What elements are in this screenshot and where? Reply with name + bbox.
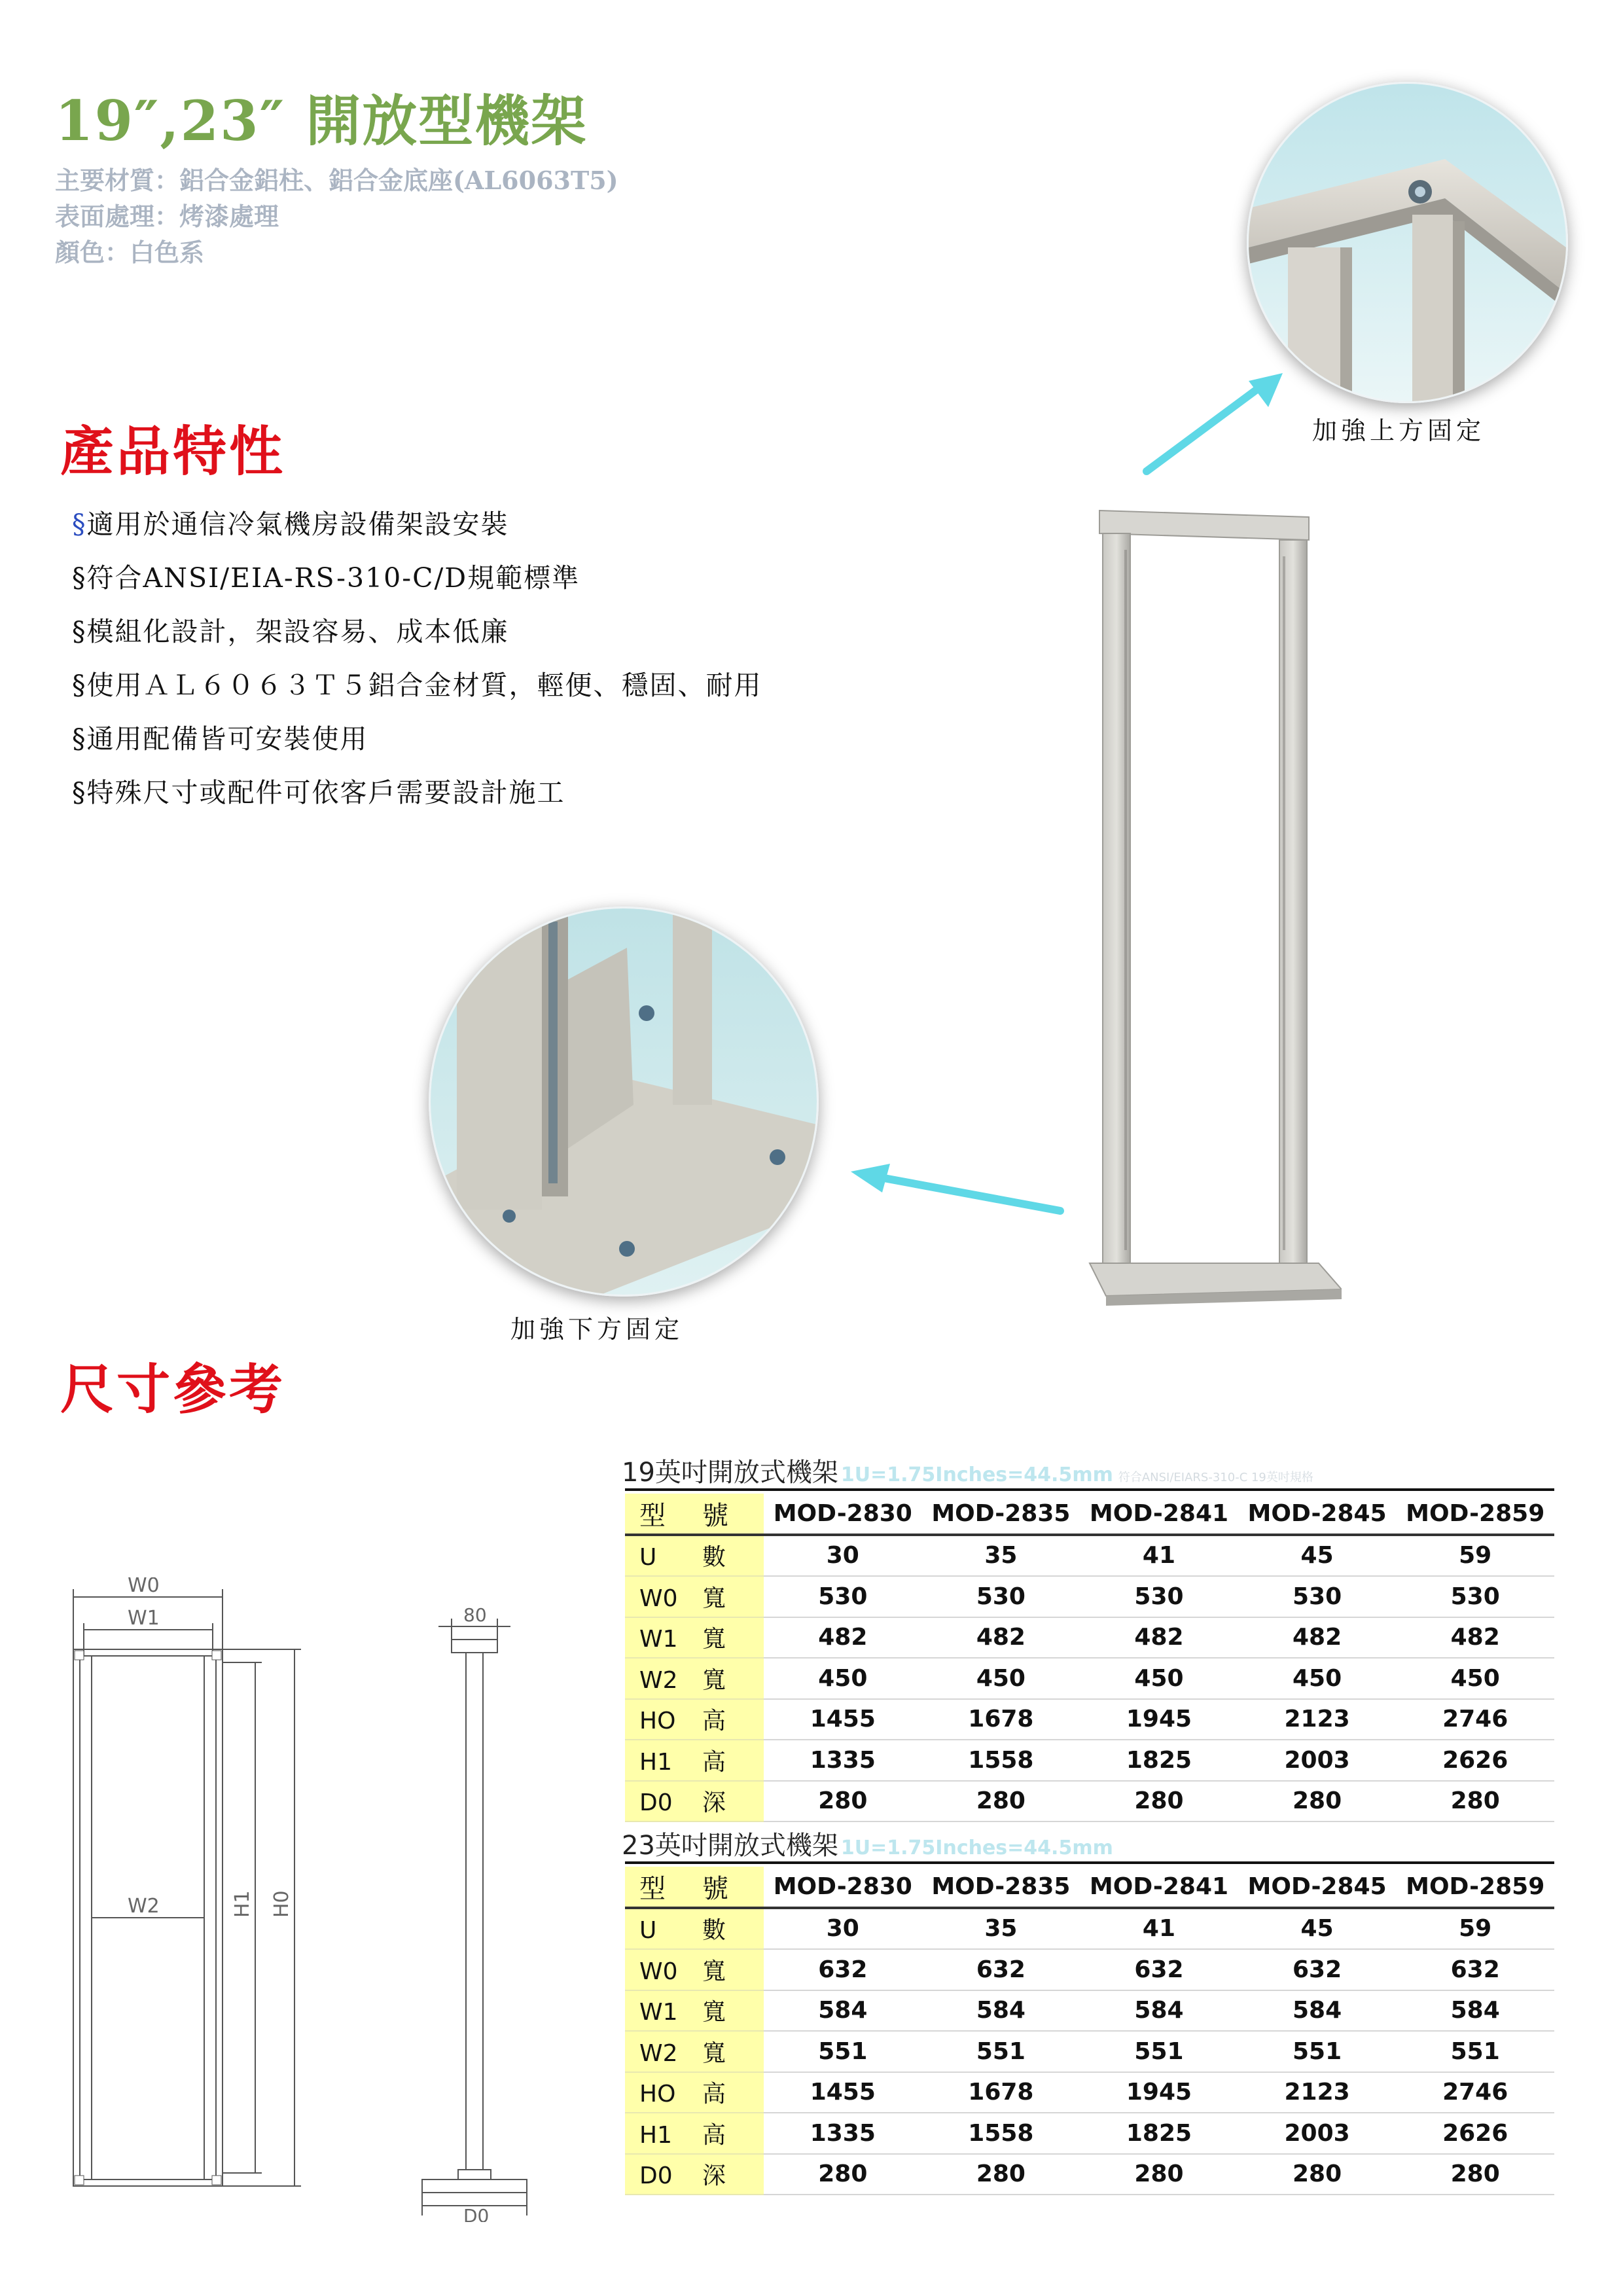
table-cell: 1945 bbox=[1080, 2072, 1238, 2113]
table-row bbox=[625, 2154, 1554, 2195]
section-mark: § bbox=[72, 616, 87, 647]
table-cell: 530 bbox=[764, 1576, 922, 1617]
feature-text: 通用配備皆可安裝使用 bbox=[86, 723, 368, 755]
table-row bbox=[625, 1781, 1554, 1822]
table-row bbox=[625, 1990, 1554, 2032]
table-cell: 2626 bbox=[1396, 2113, 1554, 2154]
front-view-drawing bbox=[65, 1577, 327, 2193]
table-cell: 632 bbox=[1238, 1949, 1397, 1990]
spec-table-19 bbox=[625, 1494, 1554, 1822]
model-header: MOD-2845 bbox=[1238, 1494, 1397, 1535]
table-cell: 450 bbox=[1396, 1658, 1554, 1699]
table-divider bbox=[625, 1488, 1554, 1491]
table-cell: 1945 bbox=[1080, 1699, 1238, 1740]
w0-label: W0 bbox=[128, 1577, 160, 1597]
table-cell: 2626 bbox=[1396, 1740, 1554, 1781]
table-cell: 530 bbox=[1080, 1576, 1238, 1617]
model-header: MOD-2830 bbox=[764, 1494, 922, 1535]
model-header: MOD-2835 bbox=[922, 1867, 1080, 1908]
table-cell: 280 bbox=[1238, 1781, 1397, 1822]
row-label: W1 寬 bbox=[625, 1990, 764, 2032]
row-label: D0 深 bbox=[625, 1781, 764, 1822]
row-label: W2 寬 bbox=[625, 2031, 764, 2072]
table-unit-note: 1U=1.75Inches=44.5mm bbox=[840, 1463, 1113, 1486]
row-label: H1 高 bbox=[625, 2113, 764, 2154]
table-header-row bbox=[625, 1494, 1554, 1535]
row-label: HO 高 bbox=[625, 1699, 764, 1740]
bottom-fixing-caption: 加強下方固定 bbox=[510, 1315, 684, 1344]
row-label: 型 號 bbox=[625, 1494, 764, 1535]
table-row bbox=[625, 1699, 1554, 1740]
table-cell: 584 bbox=[764, 1990, 922, 2032]
model-header: MOD-2841 bbox=[1080, 1494, 1238, 1535]
table-header-row bbox=[625, 1867, 1554, 1908]
table-cell: 2123 bbox=[1238, 2072, 1397, 2113]
table-cell: 41 bbox=[1080, 1535, 1238, 1577]
page-title: 19″,23″ 開放型機架 bbox=[55, 88, 588, 153]
arrow-up-right-icon bbox=[1139, 367, 1289, 478]
table-row bbox=[625, 2113, 1554, 2154]
arrow-left-icon bbox=[844, 1158, 1067, 1224]
table-row bbox=[625, 1908, 1554, 1950]
table-cell: 450 bbox=[922, 1658, 1080, 1699]
surface-spec: 表面處理：烤漆處理 bbox=[55, 202, 279, 231]
table-unit-note: 1U=1.75Inches=44.5mm bbox=[840, 1837, 1113, 1859]
table-cell: 41 bbox=[1080, 1908, 1238, 1950]
table-cell: 45 bbox=[1238, 1908, 1397, 1950]
feature-text: 符合ANSI/EIA-RS-310-C/D規範標準 bbox=[86, 562, 580, 594]
table-cell: 280 bbox=[1396, 1781, 1554, 1822]
table-cell: 551 bbox=[1396, 2031, 1554, 2072]
table-cell: 1335 bbox=[764, 2113, 922, 2154]
row-label: D0 深 bbox=[625, 2154, 764, 2195]
table-cell: 551 bbox=[922, 2031, 1080, 2072]
row-label: W2 寬 bbox=[625, 1658, 764, 1699]
table-cell: 280 bbox=[764, 1781, 922, 1822]
section-mark: § bbox=[72, 723, 87, 755]
table-cell: 1558 bbox=[922, 1740, 1080, 1781]
top-fixing-caption: 加強上方固定 bbox=[1312, 416, 1486, 445]
table-cell: 2746 bbox=[1396, 1699, 1554, 1740]
table-19-title bbox=[622, 1452, 1313, 1489]
feature-item bbox=[72, 719, 762, 772]
feature-item bbox=[72, 504, 762, 558]
table-cell: 551 bbox=[1080, 2031, 1238, 2072]
d0-label: D0 bbox=[463, 2205, 490, 2222]
table-cell: 632 bbox=[1080, 1949, 1238, 1990]
table-cell: 584 bbox=[1080, 1990, 1238, 2032]
feature-item bbox=[72, 665, 762, 719]
table-cell: 30 bbox=[764, 1535, 922, 1577]
feature-item bbox=[72, 772, 762, 826]
table-cell: 1678 bbox=[922, 2072, 1080, 2113]
table-cell: 45 bbox=[1238, 1535, 1397, 1577]
row-label: W0 寬 bbox=[625, 1576, 764, 1617]
table-cell: 482 bbox=[922, 1617, 1080, 1659]
table-cell: 551 bbox=[764, 2031, 922, 2072]
table-cell: 450 bbox=[1080, 1658, 1238, 1699]
feature-item bbox=[72, 611, 762, 665]
table-23-title bbox=[622, 1825, 1113, 1862]
table-cell: 1558 bbox=[922, 2113, 1080, 2154]
feature-text: 特殊尺寸或配件可依客戶需要設計施工 bbox=[86, 777, 565, 808]
table-cell: 2123 bbox=[1238, 1699, 1397, 1740]
model-header: MOD-2830 bbox=[764, 1867, 922, 1908]
rack-illustration bbox=[1086, 504, 1342, 1309]
table-cell: 2003 bbox=[1238, 2113, 1397, 2154]
feature-item bbox=[72, 558, 762, 611]
table-cell: 482 bbox=[1080, 1617, 1238, 1659]
table-title-text: 23英吋開放式機架 bbox=[622, 1831, 838, 1861]
bottom-fixing-photo bbox=[429, 906, 819, 1297]
table-row bbox=[625, 1740, 1554, 1781]
table-cell: 1455 bbox=[764, 1699, 922, 1740]
row-label: W1 寬 bbox=[625, 1617, 764, 1659]
table-cell: 59 bbox=[1396, 1535, 1554, 1577]
table-standard-note: 符合ANSI/EIARS-310-C 19英吋規格 bbox=[1118, 1471, 1313, 1484]
table-title-text: 19英吋開放式機架 bbox=[622, 1458, 838, 1488]
table-cell: 280 bbox=[922, 1781, 1080, 1822]
table-cell: 450 bbox=[764, 1658, 922, 1699]
table-cell: 280 bbox=[764, 2154, 922, 2195]
table-cell: 280 bbox=[922, 2154, 1080, 2195]
table-row bbox=[625, 1535, 1554, 1577]
table-cell: 584 bbox=[1238, 1990, 1397, 2032]
table-cell: 551 bbox=[1238, 2031, 1397, 2072]
table-cell: 530 bbox=[922, 1576, 1080, 1617]
row-label: H1 高 bbox=[625, 1740, 764, 1781]
table-cell: 1825 bbox=[1080, 1740, 1238, 1781]
row-label: U 數 bbox=[625, 1908, 764, 1950]
feature-text: 使用ＡＬ６０６３Ｔ５鋁合金材質，輕便、穩固、耐用 bbox=[86, 670, 762, 701]
table-cell: 632 bbox=[922, 1949, 1080, 1990]
table-cell: 35 bbox=[922, 1535, 1080, 1577]
table-cell: 1335 bbox=[764, 1740, 922, 1781]
features-heading: 產品特性 bbox=[60, 421, 286, 483]
section-mark: § bbox=[72, 670, 87, 701]
row-label: 型 號 bbox=[625, 1867, 764, 1908]
table-cell: 632 bbox=[1396, 1949, 1554, 1990]
table-cell: 530 bbox=[1396, 1576, 1554, 1617]
model-header: MOD-2859 bbox=[1396, 1867, 1554, 1908]
table-cell: 482 bbox=[1396, 1617, 1554, 1659]
table-cell: 280 bbox=[1080, 2154, 1238, 2195]
material-spec: 主要材質：鋁合金鋁柱、鋁合金底座(AL6063T5) bbox=[55, 166, 618, 195]
row-label: U 數 bbox=[625, 1535, 764, 1577]
depth-top-label: 80 bbox=[463, 1604, 487, 1626]
spec-table-23 bbox=[625, 1867, 1554, 2195]
table-cell: 280 bbox=[1396, 2154, 1554, 2195]
h0-label: H0 bbox=[270, 1890, 293, 1918]
w1-label: W1 bbox=[128, 1607, 160, 1630]
feature-list bbox=[72, 504, 762, 826]
table-cell: 30 bbox=[764, 1908, 922, 1950]
feature-text: 適用於通信冷氣機房設備架設安裝 bbox=[86, 509, 509, 540]
table-row bbox=[625, 1658, 1554, 1699]
table-cell: 280 bbox=[1080, 1781, 1238, 1822]
table-row bbox=[625, 1617, 1554, 1659]
table-row bbox=[625, 2031, 1554, 2072]
model-header: MOD-2841 bbox=[1080, 1867, 1238, 1908]
table-cell: 35 bbox=[922, 1908, 1080, 1950]
section-mark: § bbox=[72, 777, 87, 808]
table-row bbox=[625, 1949, 1554, 1990]
table-row bbox=[625, 1576, 1554, 1617]
table-cell: 584 bbox=[1396, 1990, 1554, 2032]
table-cell: 632 bbox=[764, 1949, 922, 1990]
model-header: MOD-2835 bbox=[922, 1494, 1080, 1535]
side-view-drawing bbox=[419, 1600, 537, 2222]
row-label: W0 寬 bbox=[625, 1949, 764, 1990]
table-cell: 1455 bbox=[764, 2072, 922, 2113]
section-mark: § bbox=[72, 562, 87, 594]
table-cell: 530 bbox=[1238, 1576, 1397, 1617]
table-cell: 59 bbox=[1396, 1908, 1554, 1950]
feature-text: 模組化設計，架設容易、成本低廉 bbox=[86, 616, 509, 647]
top-fixing-photo bbox=[1247, 82, 1568, 403]
table-cell: 584 bbox=[922, 1990, 1080, 2032]
h1-label: H1 bbox=[231, 1890, 254, 1918]
table-cell: 2003 bbox=[1238, 1740, 1397, 1781]
row-label: HO 高 bbox=[625, 2072, 764, 2113]
w2-label: W2 bbox=[128, 1895, 160, 1918]
dimensions-heading: 尺寸參考 bbox=[60, 1359, 286, 1421]
table-divider bbox=[625, 1861, 1554, 1864]
table-cell: 2746 bbox=[1396, 2072, 1554, 2113]
section-mark: § bbox=[72, 509, 87, 540]
table-cell: 482 bbox=[764, 1617, 922, 1659]
model-header: MOD-2845 bbox=[1238, 1867, 1397, 1908]
table-row bbox=[625, 2072, 1554, 2113]
table-cell: 280 bbox=[1238, 2154, 1397, 2195]
table-cell: 1825 bbox=[1080, 2113, 1238, 2154]
table-cell: 1678 bbox=[922, 1699, 1080, 1740]
color-spec: 顏色：白色系 bbox=[55, 238, 205, 267]
table-cell: 482 bbox=[1238, 1617, 1397, 1659]
table-cell: 450 bbox=[1238, 1658, 1397, 1699]
model-header: MOD-2859 bbox=[1396, 1494, 1554, 1535]
